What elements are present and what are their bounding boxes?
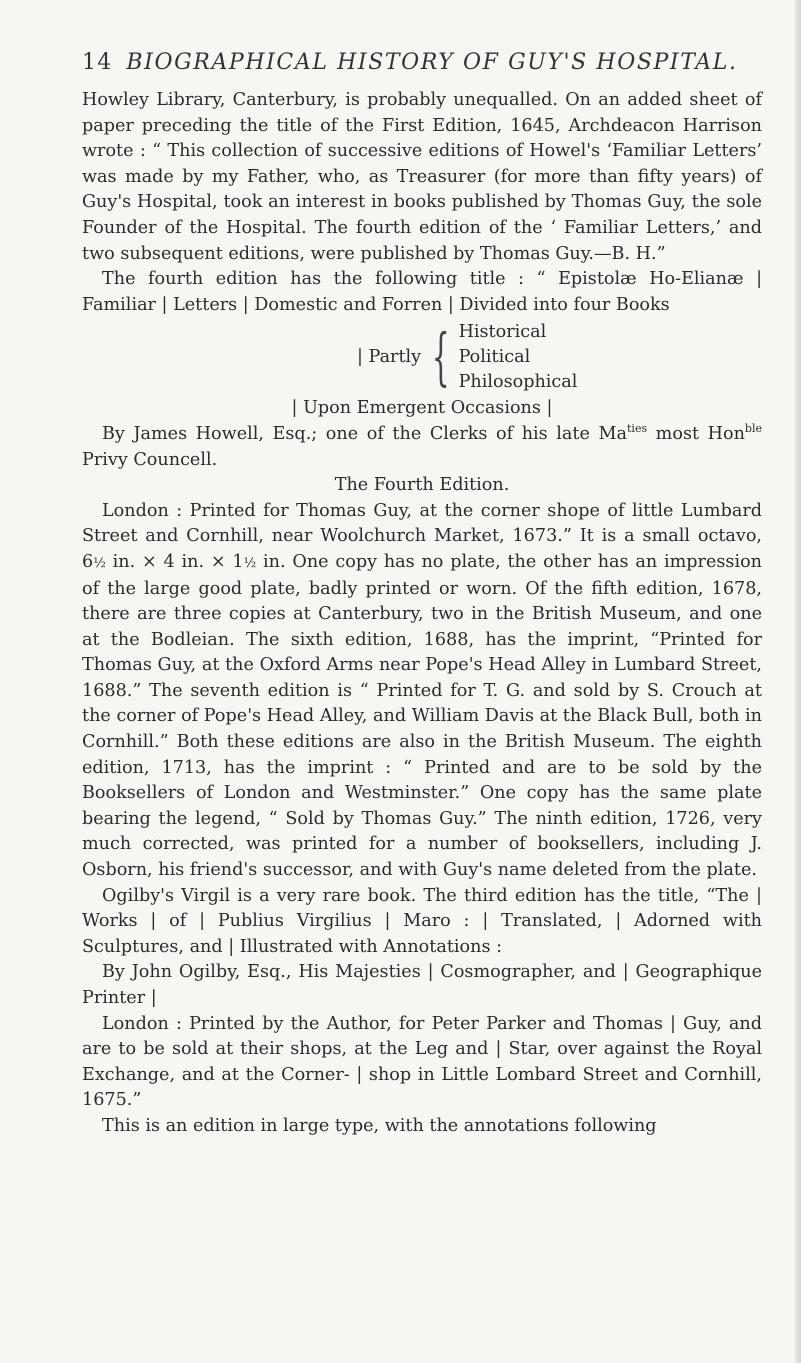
brace-lead: | Partly	[357, 346, 422, 367]
p4-pre: By James Howell, Esq.; one of the Clerks of his late Ma	[102, 423, 627, 444]
page-edge	[795, 0, 801, 1363]
paragraph-6	[82, 499, 762, 884]
p6-b: in. × 4 in. × 1	[105, 551, 244, 572]
page-number: 14	[82, 50, 113, 75]
p6-frac-1: ½	[93, 555, 106, 571]
p4-post: Privy Councell.	[82, 449, 218, 470]
paragraph-1: Howley Library, Canterbury, is probably unequalled. On an added sheet of paper preceding the title of the First Edition, 1645, Archdeacon Harrison wrote : “ This collection of successive editions of Howel's ‘Familiar Letters’ was made by my Father, who, as Treasurer (for more than fifty years) of Guy's Hospital, took an interest in books published by Thomas Guy, the sole Founder of the Hospital. The fourth edition of the ‘ Familiar Letters,’ and two subsequent editions, were published by Thomas Guy.—B. H.”	[82, 90, 762, 264]
p6-a: London : Printed for Thomas Guy, at the corner shope of little Lumbard Street and Cornhill, near Woolchurch Market, 1673.” It is a small octavo, 6	[82, 500, 762, 572]
paragraph-3: | Upon Emergent Occasions |	[291, 398, 553, 419]
brace-item-political: Political	[458, 346, 531, 367]
paragraph-8: By John Ogilby, Esq., His Majesties | Cosmographer, and | Geographique Printer |	[82, 962, 762, 1008]
title-brace-block	[357, 318, 762, 396]
brace-items	[459, 320, 578, 395]
running-title: BIOGRAPHICAL HISTORY OF GUY'S HOSPITAL.	[126, 50, 738, 75]
p6-c: in. One copy has no plate, the other has an impression of the large good plate, badly printed or worn. Of the fifth edition, 1678, there are three copies at Canterbury, two in the British Museum, and one at the Bodleian. The sixth edition, 1688, has the imprint, “Printed for Thomas Guy, at the Oxford Arms near Pope's Head Alley in Lumbard Street, 1688.” The seventh edition is “ Printed for T. G. and sold by S. Crouch at the corner of Pope's Head Alley, and William Davis at the Black Bull, both in Cornhill.” Both these editions are also in the British Museum. The eighth edition, 1713, has the imprint : “ Printed and are to be sold by the Booksellers of London and Westminster.” One copy has the same plate bearing the legend, “ Sold by Thomas Guy.” The ninth edition, 1726, very much corrected, was printed for a number of booksellers, including J. Osborn, his friend's successor, and with Guy's name deleted from the plate.	[82, 551, 762, 881]
curly-brace-icon: {	[431, 320, 450, 394]
body-text	[82, 88, 762, 1140]
paragraph-9: London : Printed by the Author, for Peter Parker and Thomas | Guy, and are to be sold at their shops, at the Leg and | Star, over against the Royal Exchange, and at the Corner- | shop in Little Lombard Street and Cornhill, 1675.”	[82, 1013, 762, 1111]
p6-frac-2: ½	[243, 555, 257, 571]
paragraph-10: This is an edition in large type, with the annotations following	[102, 1115, 657, 1136]
paragraph-5: The Fourth Edition.	[334, 475, 510, 496]
paragraph-2: The fourth edition has the following title : “ Epistolæ Ho-Elianæ | Familiar | Letters | Domestic and Forren | Divided into four Books	[82, 269, 762, 315]
running-header	[82, 50, 762, 84]
p4-sup-ties: ties	[627, 422, 648, 436]
paragraph-7: Ogilby's Virgil is a very rare book. The third edition has the title, “The | Works | of | Publius Virgilius | Maro : | Translated, | Adorned with Sculptures, and | Illustrated with Annotations :	[82, 885, 762, 957]
p4-mid: most Hon	[647, 423, 745, 444]
p4-sup-ble: ble	[744, 422, 762, 436]
brace-item-historical: Historical	[458, 321, 547, 342]
book-page	[82, 50, 762, 1140]
paragraph-4	[82, 422, 762, 473]
brace-item-philosophical: Philosophical	[458, 371, 578, 392]
